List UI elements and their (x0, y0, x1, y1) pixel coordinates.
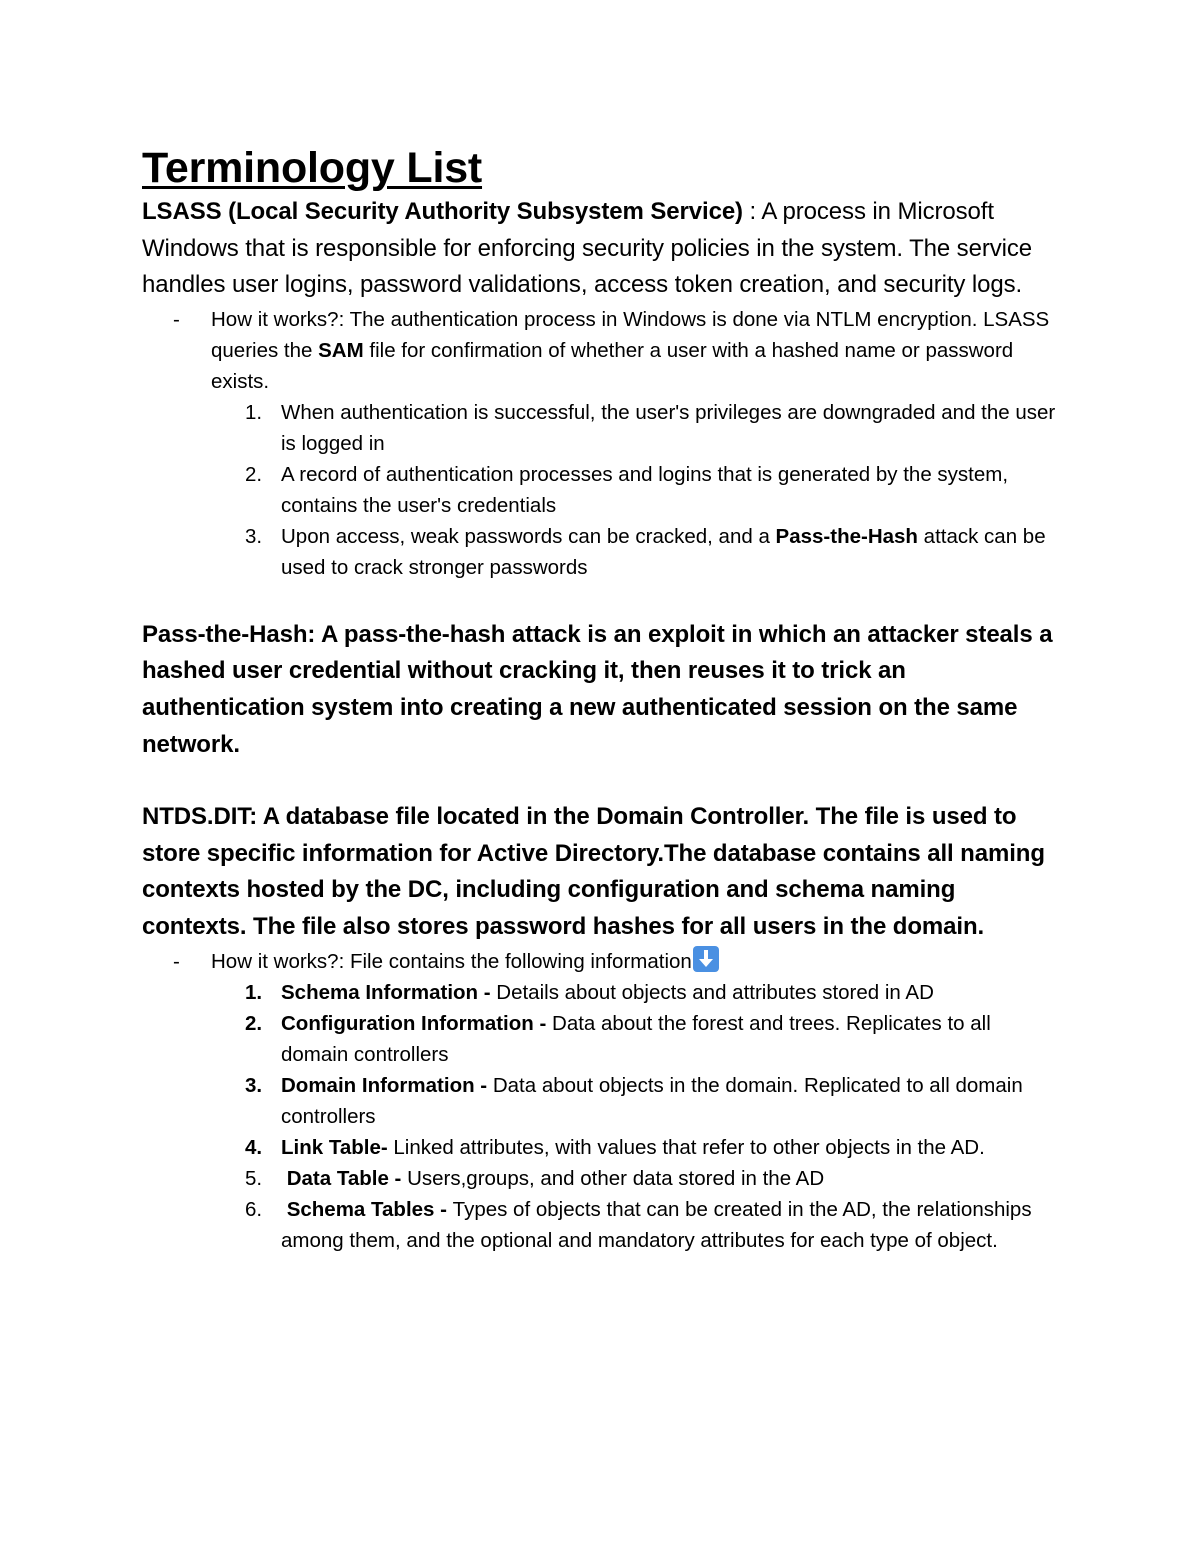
ntds-paragraph (142, 799, 1062, 945)
list-text: A record of authentication processes and logins that is generated by the system, contains the user's credentials (281, 462, 1009, 517)
down-arrow-emoji-icon (693, 946, 719, 972)
list-label: Domain Information - (281, 1073, 493, 1097)
dash-bullet: - (173, 949, 180, 973)
ntds-how-item (173, 946, 1062, 1256)
list-label: Schema Information - (281, 980, 497, 1004)
dash-bullet: - (173, 307, 180, 331)
ntds-term: NTDS.DIT: (142, 803, 258, 831)
list-text-a: Upon access, weak passwords can be cracked, and a (281, 524, 776, 548)
document-page (142, 142, 1062, 1256)
pth-definition: A pass-the-hash attack is an exploit in which an attacker steals a hashed user credential without cracking it, then reuses it to trick an authentication system into creating a new authenticated session on the same network. (142, 620, 1053, 758)
list-label: Configuration Information - (281, 1011, 553, 1035)
lsass-how-sam: SAM (318, 338, 364, 362)
list-text: Data about objects in the domain. Replicated to all domain controllers (281, 1073, 1023, 1128)
list-text: Linked attributes, with values that refer to other objects in the AD. (393, 1135, 985, 1159)
lsass-steps-list (211, 397, 1062, 583)
list-text: Types of objects that can be created in the AD, the relationships among them, and the optional and mandatory attributes for each type of object. (281, 1197, 1032, 1252)
ntds-how-text: How it works?: File contains the following information (211, 949, 692, 973)
list-number: 4. (245, 1135, 263, 1159)
list-item (245, 1070, 1062, 1132)
spacer (142, 763, 1062, 799)
lsass-separator: : (742, 198, 762, 225)
lsass-definition: A process in Microsoft Windows that is responsible for enforcing security policies in the system. The service handles user logins, password validations, access token creation, and security logs. (142, 198, 1033, 299)
list-number: 5. (245, 1166, 263, 1190)
list-text: Details about objects and attributes stored in AD (496, 980, 934, 1004)
ntds-how-list (142, 946, 1062, 1256)
list-number: 2. (245, 462, 263, 486)
lsass-how-item (173, 304, 1062, 583)
list-text: Data about the forest and trees. Replicates to all domain controllers (281, 1011, 991, 1066)
list-item (245, 397, 1062, 459)
list-label: Schema Tables - (281, 1197, 453, 1221)
list-item (245, 1194, 1062, 1256)
list-item (245, 459, 1062, 521)
list-bold-term: Pass-the-Hash (775, 524, 918, 548)
list-text-b: attack can be used to crack stronger passwords (281, 524, 1046, 579)
list-label: Link Table- (281, 1135, 394, 1159)
ntds-definition: A database file located in the Domain Controller. The file is used to store specific information for Active Directory.The database contains all naming contexts hosted by the DC, including configuration and schema naming contexts. The file also stores password hashes for all users in the domain. (142, 803, 1045, 940)
list-item (245, 521, 1062, 583)
lsass-how-text-b: file for confirmation of whether a user with a hashed name or password exists. (211, 338, 1014, 393)
lsass-term: LSASS (Local Security Authority Subsystem Service) (142, 198, 743, 225)
list-text: Users,groups, and other data stored in the AD (407, 1166, 825, 1190)
list-number: 6. (245, 1197, 263, 1221)
lsass-paragraph (142, 194, 1062, 304)
list-item (245, 1163, 1062, 1194)
list-item (245, 1132, 1062, 1163)
list-number: 1. (245, 980, 263, 1004)
ntds-items-list (211, 977, 1062, 1256)
list-number: 3. (245, 524, 263, 548)
list-number: 3. (245, 1073, 263, 1097)
list-text: When authentication is successful, the user's privileges are downgraded and the user is logged in (281, 400, 1056, 455)
list-number: 2. (245, 1011, 263, 1035)
pth-paragraph (142, 617, 1062, 763)
list-item (245, 977, 1062, 1008)
page-title: Terminology List (142, 144, 483, 192)
list-label: Data Table - (281, 1166, 408, 1190)
lsass-how-text-a: How it works?: The authentication process in Windows is done via NTLM encryption. LSASS queries the (211, 307, 1050, 362)
list-item (245, 1008, 1062, 1070)
lsass-how-list (142, 304, 1062, 583)
pth-term: Pass-the-Hash: (142, 620, 316, 648)
list-number: 1. (245, 400, 263, 424)
spacer (142, 583, 1062, 617)
